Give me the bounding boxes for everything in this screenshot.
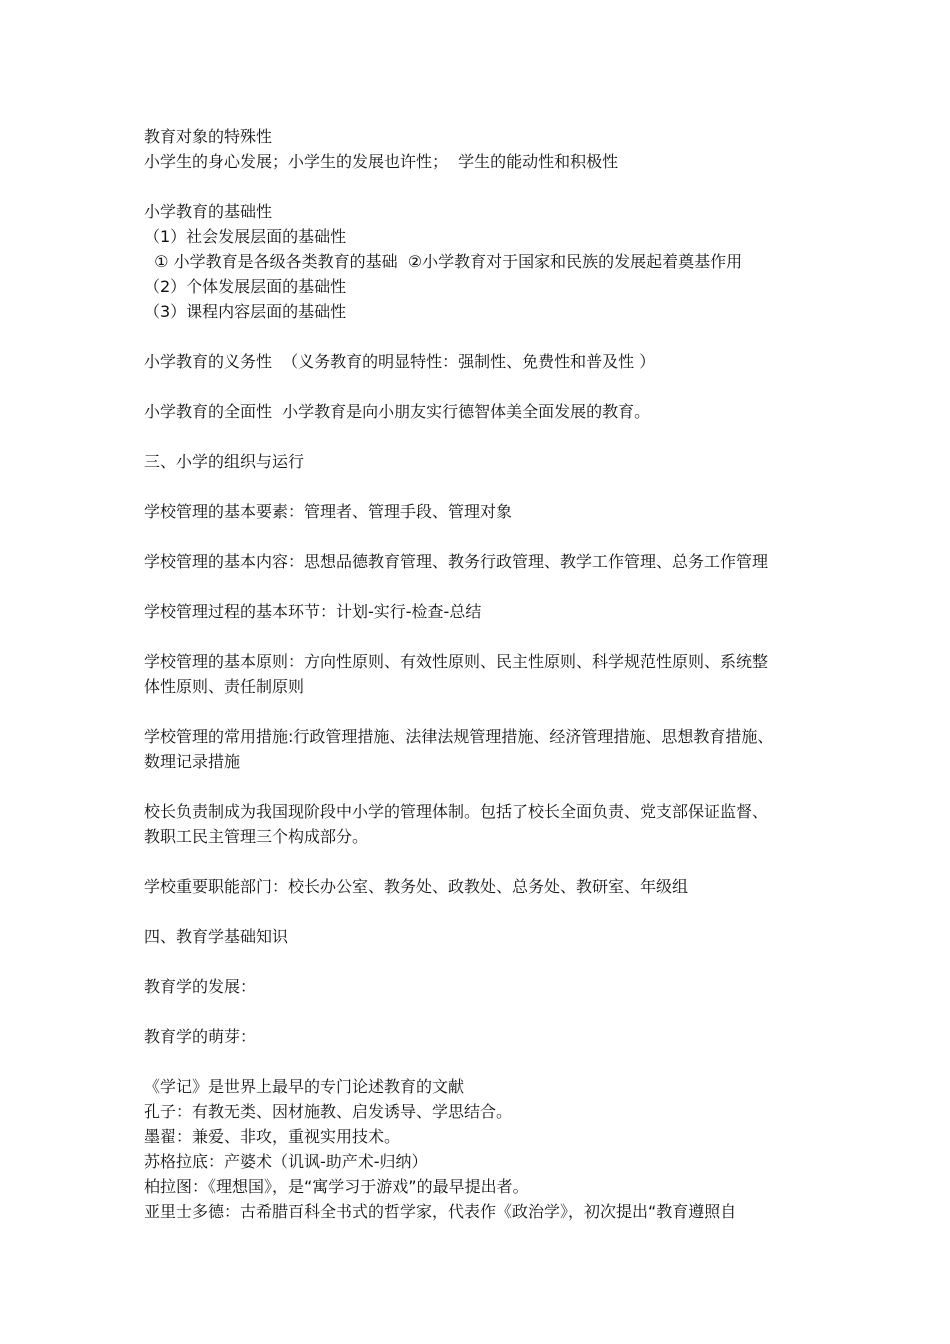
text-line: 教职工民主管理三个构成部分。 [144, 827, 369, 846]
blank-line [144, 699, 810, 724]
text-line: （3）课程内容层面的基础性 [144, 302, 347, 321]
heading-special-object: 教育对象的特殊性 [144, 127, 273, 146]
text-line: 学校管理的基本内容：思想品德教育管理、教务行政管理、教学工作管理、总务工作管理 [144, 552, 769, 571]
text-line: （2）个体发展层面的基础性 [144, 277, 347, 296]
blank-line [144, 524, 810, 549]
text-line: 数理记录措施 [144, 752, 241, 771]
blank-line [144, 174, 810, 199]
text-line: 小学教育的全面性 小学教育是向小朋友实行德智体美全面发展的教育。 [144, 402, 651, 421]
text-line: 苏格拉底：产婆术（讥讽-助产术-归纳） [144, 1152, 428, 1171]
text-line: ① 小学教育是各级各类教育的基础 ②小学教育对于国家和民族的发展起着奠基作用 [144, 252, 743, 271]
text-line: 小学教育的义务性 （义务教育的明显特性：强制性、免费性和普及性 ） [144, 352, 656, 371]
blank-line [144, 999, 810, 1024]
text-line: 教育学的萌芽： [144, 1027, 257, 1046]
blank-line [144, 374, 810, 399]
blank-line [144, 474, 810, 499]
section-heading-3: 三、小学的组织与运行 [144, 452, 305, 471]
text-line: 小学生的身心发展；小学生的发展也许性； 学生的能动性和积极性 [144, 152, 619, 171]
blank-line [144, 424, 810, 449]
text-line: 学校重要职能部门：校长办公室、教务处、政教处、总务处、教研室、年级组 [144, 877, 689, 896]
blank-line [144, 949, 810, 974]
section-heading-4: 四、教育学基础知识 [144, 927, 289, 946]
text-line: 墨翟：兼爱、非攻，重视实用技术。 [144, 1127, 401, 1146]
text-line: 《学记》是世界上最早的专门论述教育的文献 [144, 1077, 465, 1096]
blank-line [144, 324, 810, 349]
blank-line [144, 574, 810, 599]
text-line: 学校管理过程的基本环节：计划-实行-检查-总结 [144, 602, 482, 621]
text-line: 学校管理的常用措施:行政管理措施、法律法规管理措施、经济管理措施、思想教育措施、 [144, 727, 774, 746]
blank-line [144, 899, 810, 924]
text-line: （1）社会发展层面的基础性 [144, 227, 347, 246]
blank-line [144, 1049, 810, 1074]
text-line: 亚里士多德：古希腊百科全书式的哲学家，代表作《政治学》，初次提出“教育遵照自 [144, 1202, 737, 1221]
text-line: 学校管理的基本要素：管理者、管理手段、管理对象 [144, 502, 513, 521]
text-line: 柏拉图：《理想国》，是“寓学习于游戏”的最早提出者。 [144, 1177, 529, 1196]
text-line: 学校管理的基本原则：方向性原则、有效性原则、民主性原则、科学规范性原则、系统整 [144, 652, 769, 671]
blank-line [144, 849, 810, 874]
blank-line [144, 774, 810, 799]
blank-line [144, 624, 810, 649]
text-line: 校长负责制成为我国现阶段中小学的管理体制。包括了校长全面负责、党支部保证监督、 [144, 802, 769, 821]
text-line: 体性原则、责任制原则 [144, 677, 305, 696]
document-body [144, 124, 810, 1224]
text-line: 教育学的发展： [144, 977, 257, 996]
heading-foundation: 小学教育的基础性 [144, 202, 273, 221]
text-line: 孔子：有教无类、因材施教、启发诱导、学思结合。 [144, 1102, 513, 1121]
